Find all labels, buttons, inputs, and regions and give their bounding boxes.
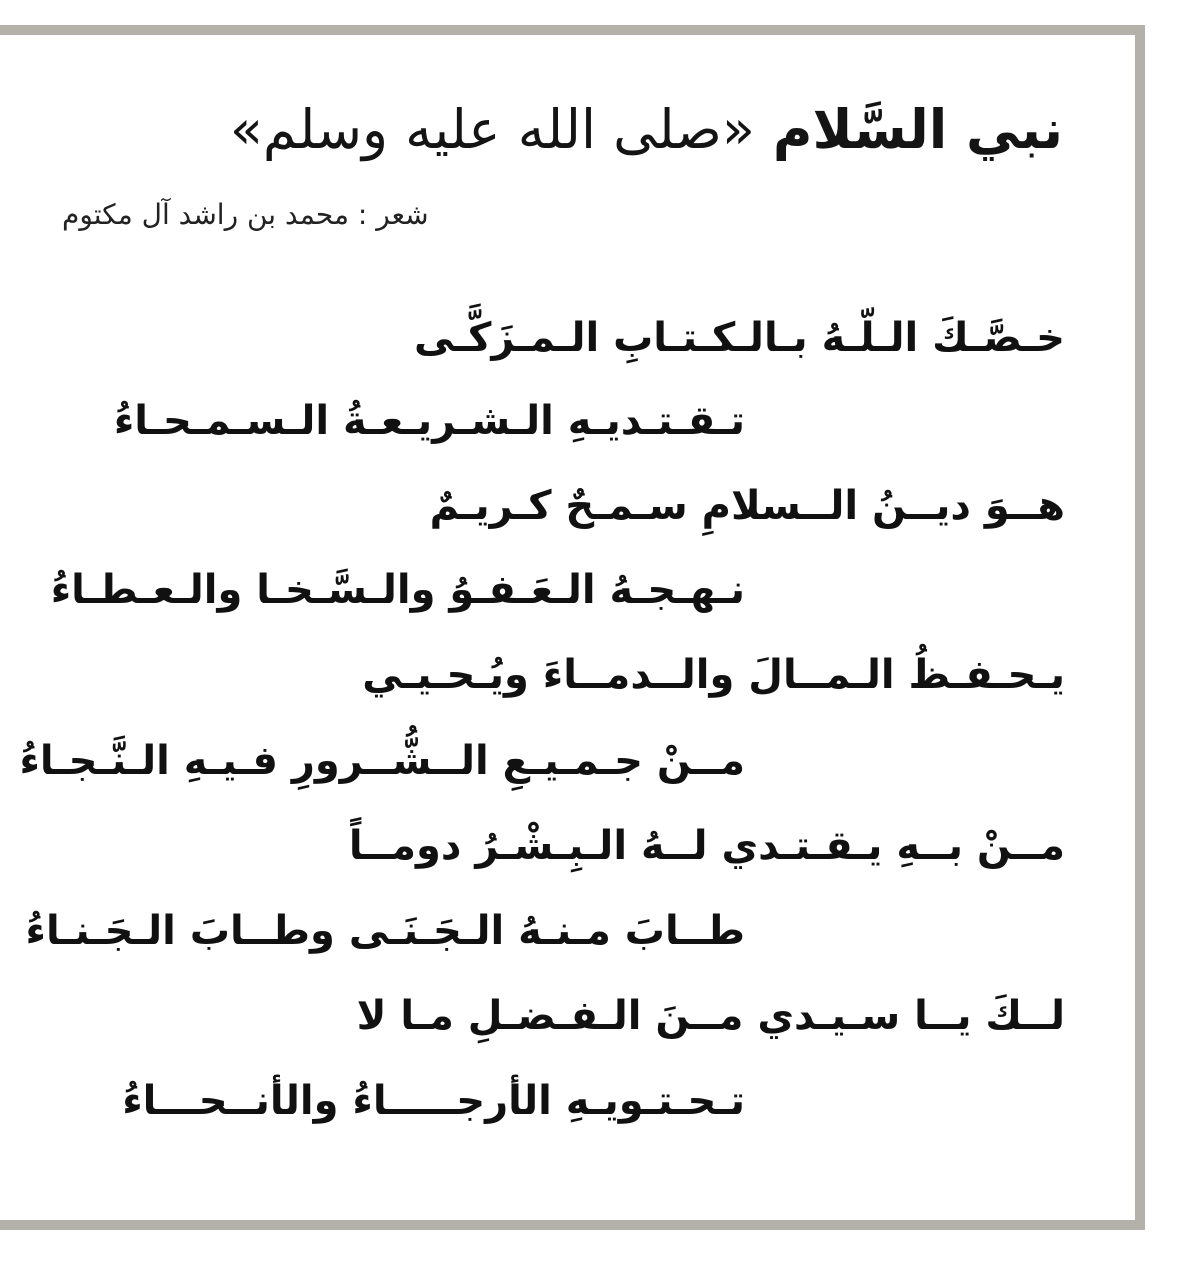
verse-line: طــابَ مـنـهُ الـجَـنَـى وطــابَ الـجَـنـاءُ: [25, 908, 745, 954]
verse-line: يـحـفـظُ الـمــالَ والــدمــاءَ ويُـحـيـي: [362, 652, 1065, 698]
poem-box: [0, 35, 1135, 1220]
poem-frame: [0, 25, 1145, 1230]
verse-line: خـصَّـكَ الـلّـهُ بـالـكـتـابِ الـمـزَكَّـى: [414, 315, 1065, 361]
verse-line: لــكَ يــا سـيـدي مــنَ الـفـضـلِ مـا لا: [356, 993, 1065, 1039]
verse-line: هــوَ ديــنُ الــسلامِ سـمـحٌ كـريـمٌ: [429, 483, 1065, 529]
verse-line: تـحـتـويـهِ الأرجـــــاءُ والأنــحـــاءُ: [122, 1078, 745, 1124]
verse-line: مــنْ جـمـيـعِ الــشُّــرورِ فـيـهِ الـنَّـجـاءُ: [19, 738, 745, 784]
poem-byline: شعر : محمد بن راشد آل مكتوم: [62, 198, 429, 231]
verse-line: مــنْ بــهِ يـقـتـدي لــهُ الـبِـشْـرُ دومــاً: [348, 823, 1065, 869]
poem-title-main: نبي السَّلام: [772, 98, 1063, 161]
poem-title-honorific: «صلى الله عليه وسلم»: [229, 98, 755, 161]
verse-line: تـقـتـديـهِ الـشـريـعـةُ الـسـمـحـاءُ: [113, 398, 745, 444]
poem-title: [230, 95, 1063, 165]
verse-line: نـهـجـهُ الـعَـفـوُ والـسَّـخـا والـعـطـاءُ: [50, 567, 745, 613]
